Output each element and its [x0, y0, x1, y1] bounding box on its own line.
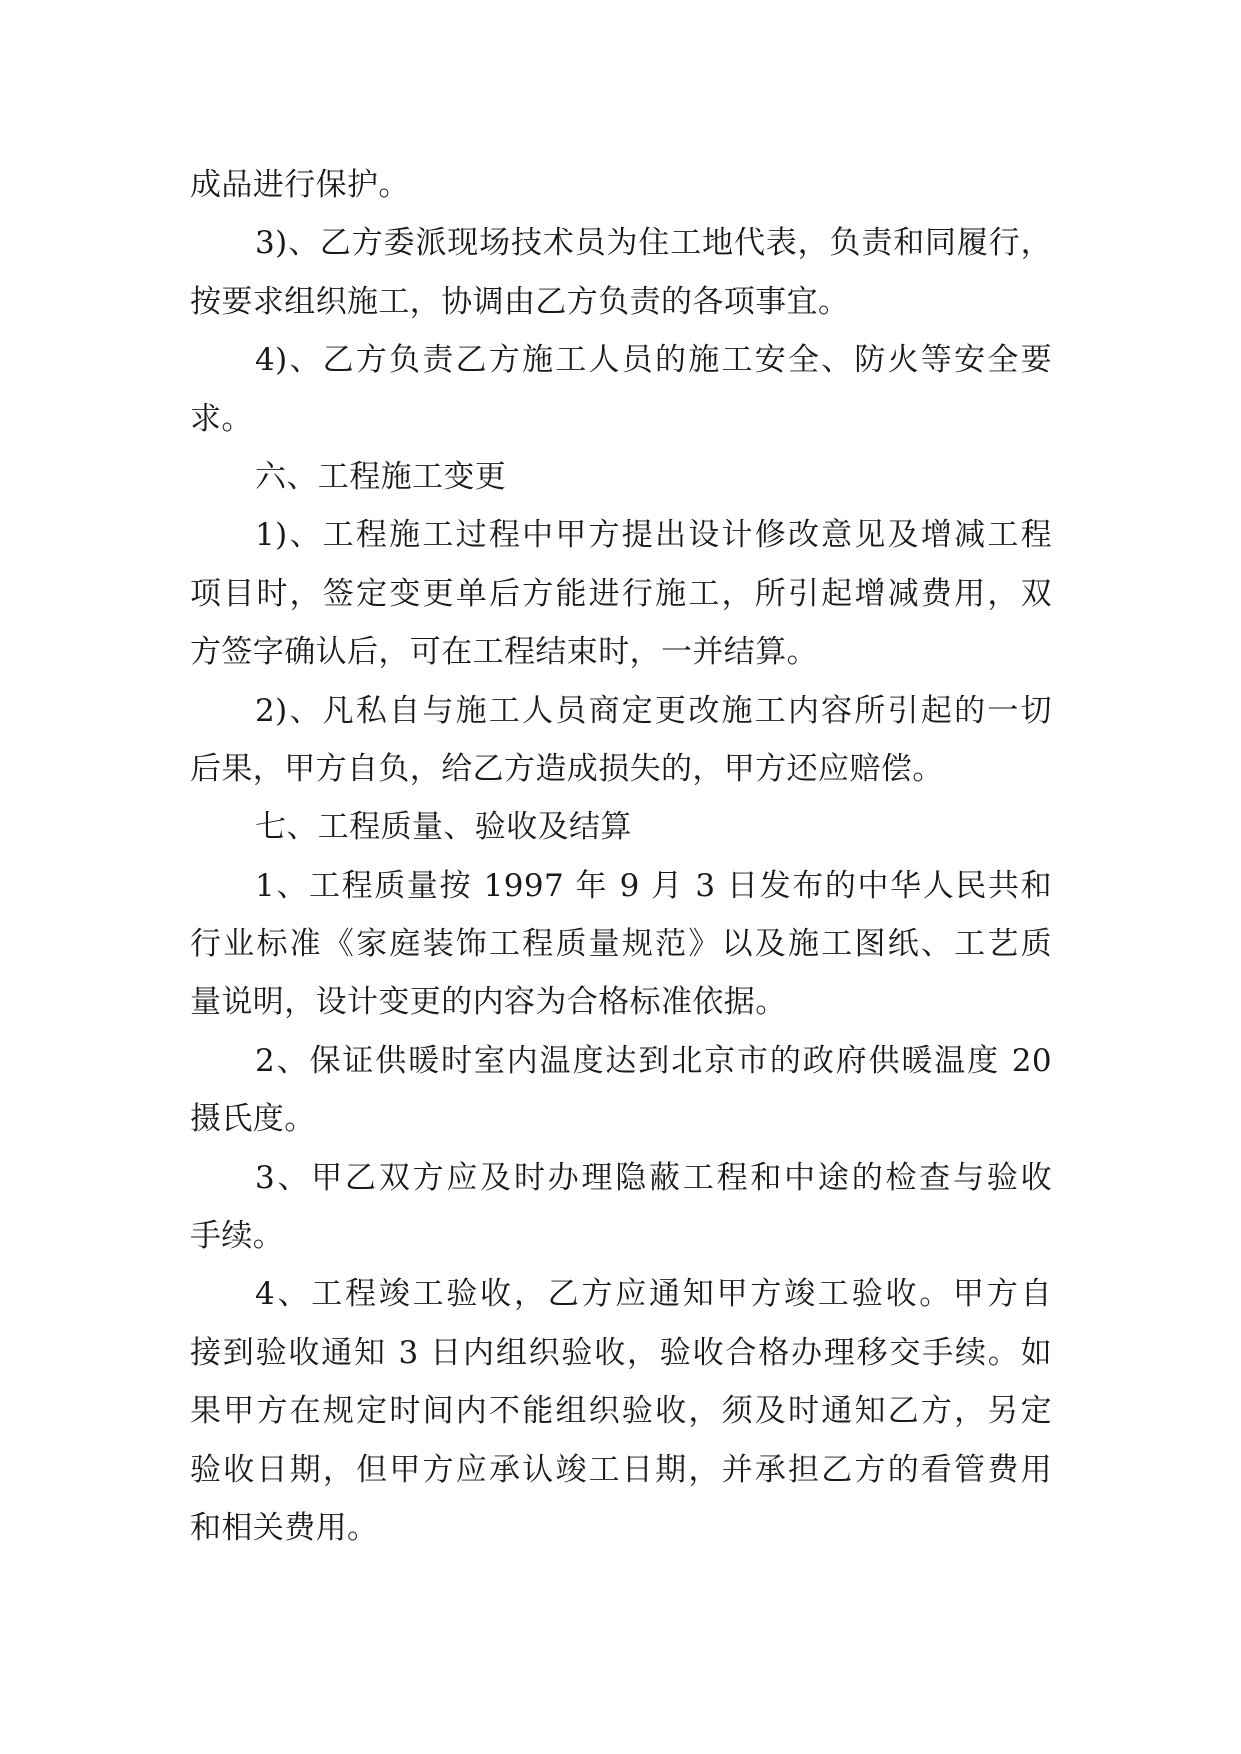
document-body — [190, 156, 1052, 1557]
text-line: 3)、乙方委派现场技术员为住工地代表，负责和同履行， — [255, 225, 1052, 262]
text-line: 项目时，签定变更单后方能进行施工，所引起增减费用，双 — [190, 575, 1052, 612]
section-heading: 七、工程质量、验收及结算 — [255, 809, 632, 846]
text-line: 求。 — [190, 400, 253, 437]
section-heading: 六、工程施工变更 — [255, 458, 507, 495]
text-line: 和相关费用。 — [190, 1509, 379, 1546]
text-line: 2、保证供暖时室内温度达到北京市的政府供暖温度 20 — [255, 1042, 1052, 1079]
text-line: 后果，甲方自负，给乙方造成损失的，甲方还应赔偿。 — [190, 750, 944, 787]
text-line: 行业标准《家庭装饰工程质量规范》以及施工图纸、工艺质 — [190, 926, 1052, 963]
text-line: 手续。 — [190, 1218, 285, 1255]
text-line: 摄氏度。 — [190, 1101, 316, 1138]
text-line: 按要求组织施工，协调由乙方负责的各项事宜。 — [190, 283, 850, 320]
text-line: 果甲方在规定时间内不能组织验收，须及时通知乙方，另定 — [190, 1393, 1052, 1430]
text-line: 接到验收通知 3 日内组织验收，验收合格办理移交手续。如 — [190, 1334, 1052, 1371]
text-line: 验收日期，但甲方应承认竣工日期，并承担乙方的看管费用 — [190, 1451, 1052, 1488]
text-line: 2)、凡私自与施工人员商定更改施工内容所引起的一切 — [255, 692, 1052, 729]
text-line: 1、工程质量按 1997 年 9 月 3 日发布的中华人民共和 — [255, 867, 1052, 904]
text-line: 方签字确认后，可在工程结束时，一并结算。 — [190, 634, 818, 671]
text-line: 1)、工程施工过程中甲方提出设计修改意见及增减工程 — [255, 517, 1052, 554]
text-line: 成品进行保护。 — [190, 167, 410, 203]
text-line: 4、工程竣工验收，乙方应通知甲方竣工验收。甲方自 — [255, 1276, 1052, 1313]
text-line: 3、甲乙双方应及时办理隐蔽工程和中途的检查与验收 — [255, 1159, 1052, 1196]
text-line: 量说明，设计变更的内容为合格标准依据。 — [190, 984, 787, 1021]
text-line: 4)、乙方负责乙方施工人员的施工安全、防火等安全要 — [255, 342, 1052, 379]
